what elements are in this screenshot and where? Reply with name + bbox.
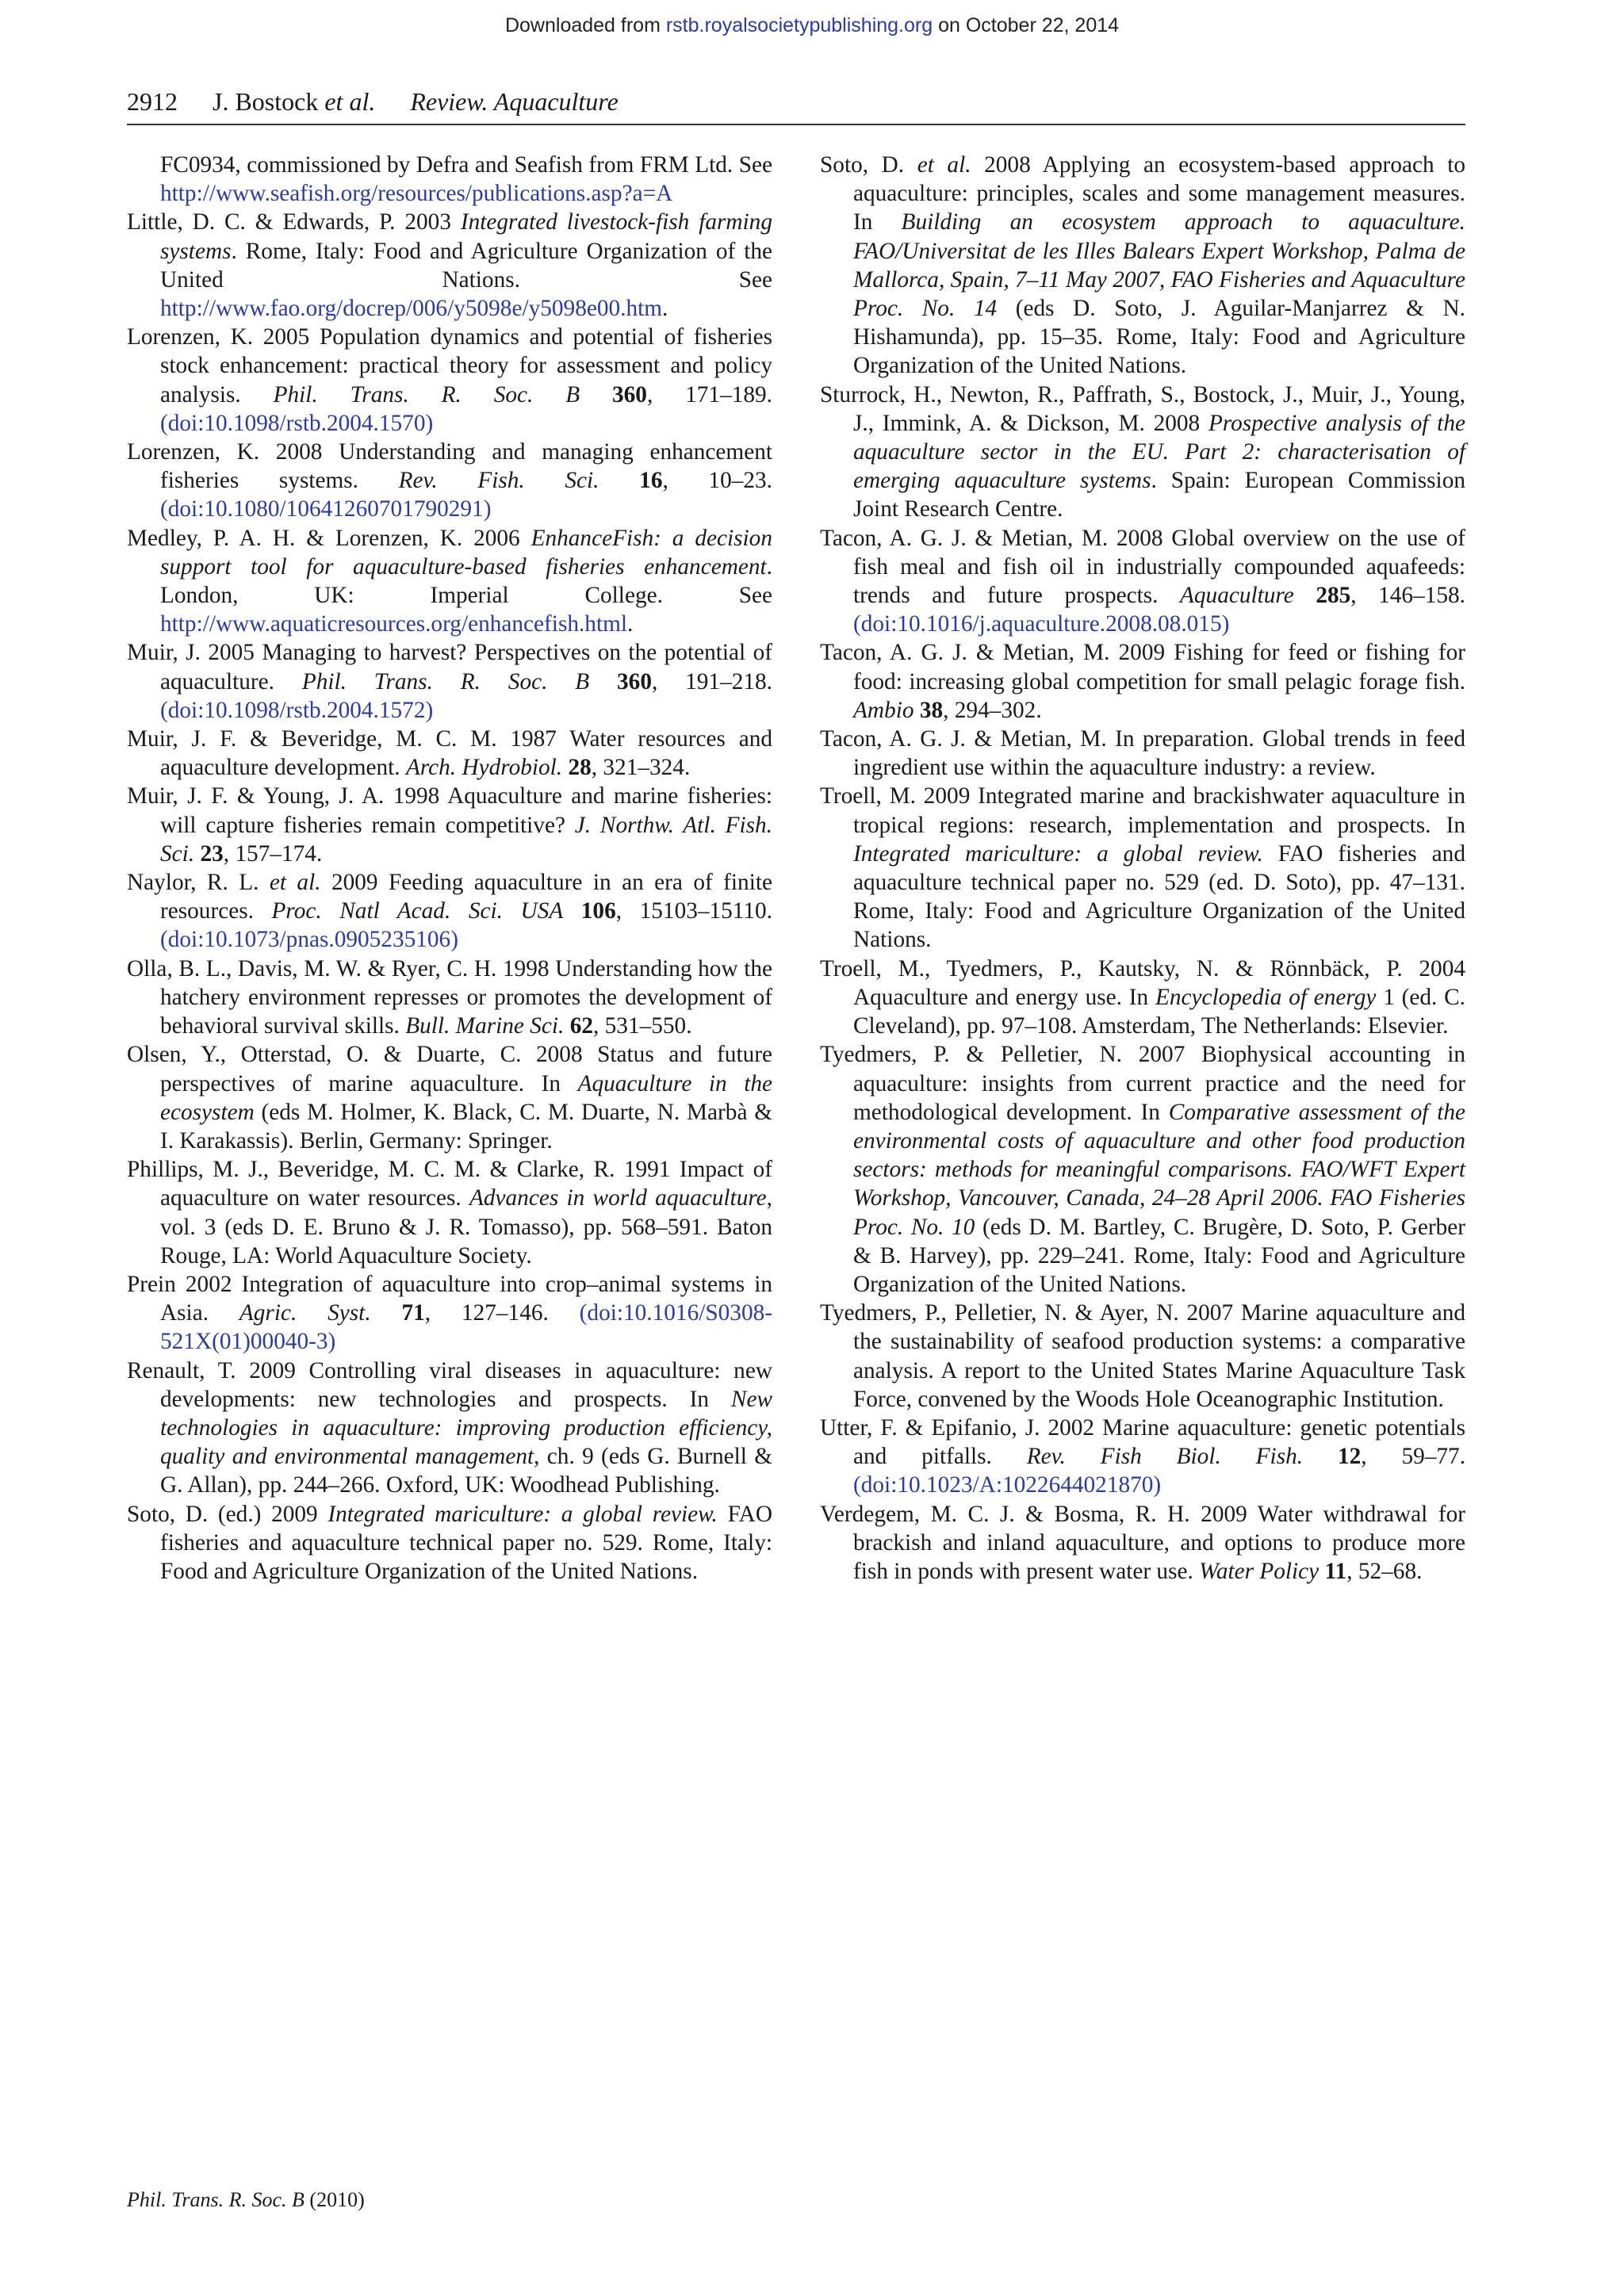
running-head	[127, 84, 1465, 125]
reference-text: 2009 Feeding aquaculture in an era of finite resources.	[160, 870, 772, 924]
reference-text: , vol. 3 (eds D. E. Bruno & J. R. Tomasso), pp. 568–591. Baton Rouge, LA: World Aquaculture Society.	[160, 1185, 772, 1269]
reference-text: Utter, F. & Epifanio, J. 2002 Marine aquaculture: genetic potentials and pitfalls.	[820, 1414, 1465, 1470]
reference-text: . London, UK: Imperial College. See	[160, 553, 772, 609]
reference-entry	[820, 955, 1465, 1041]
reference-text: , 321–324.	[591, 755, 691, 781]
reference-entry	[127, 1270, 772, 1357]
reference-link[interactable]: (doi:10.1098/rstb.2004.1572)	[160, 697, 434, 723]
reference-text: Tacon, A. G. J. & Metian, M. 2008 Global overview on the use of fish meal and fish oil in industrially compounded aquafeeds: trends and future prospects.	[820, 525, 1465, 609]
reference-text: , 52–68.	[1346, 1558, 1423, 1584]
reference-entry	[127, 1357, 772, 1500]
reference-text: FAO fisheries and aquaculture technical paper no. 529 (ed. D. Soto), pp. 47–131. Rome, Italy: Food and Agriculture Organization of the United Nations.	[853, 840, 1465, 953]
reference-text: , 171–189.	[646, 381, 773, 408]
reference-text: Olsen, Y., Otterstad, O. & Duarte, C. 2008 Status and future perspectives of marine aquaculture. In	[127, 1042, 772, 1096]
reference-italic-text: Prospective analysis of the aquaculture sector in the EU. Part 2: characterisation of emerging aquaculture systems	[853, 410, 1465, 494]
reference-italic-text: Integrated mariculture: a global review.	[853, 840, 1263, 867]
reference-link[interactable]: (doi:10.1080/10641260701790291)	[160, 496, 492, 522]
reference-text: Phillips, M. J., Beveridge, M. C. M. & Clarke, R. 1991 Impact of aquaculture on water resources.	[127, 1157, 772, 1211]
reference-text: Tacon, A. G. J. & Metian, M. In preparation. Global trends in feed ingredient use within the aquaculture industry: a review.	[820, 726, 1465, 781]
download-date: on October 22, 2014	[933, 14, 1120, 36]
reference-volume: 23	[200, 840, 224, 867]
reference-link[interactable]: (doi:10.1016/j.aquaculture.2008.08.015)	[853, 611, 1230, 637]
reference-volume: 16	[639, 468, 663, 494]
reference-link[interactable]: (doi:10.1073/pnas.0905235106)	[160, 927, 458, 953]
reference-link[interactable]: (doi:10.1023/A:1022644021870)	[853, 1472, 1162, 1498]
reference-italic-text: Integrated livestock-fish farming systems	[160, 209, 772, 264]
reference-italic-text: Phil. Trans. R. Soc. B	[273, 381, 580, 408]
reference-text: .	[627, 611, 634, 637]
reference-text: , 59–77.	[1361, 1444, 1466, 1470]
reference-text: Troell, M., Tyedmers, P., Kautsky, N. & Rönnbäck, P. 2004 Aquaculture and energy use. In	[820, 955, 1465, 1010]
reference-text: . Rome, Italy: Food and Agriculture Organization of the United Nations. See	[160, 238, 772, 293]
site-link[interactable]: rstb.royalsocietypublishing.org	[665, 14, 933, 36]
footer-journal: Phil. Trans. R. Soc. B	[127, 2188, 304, 2211]
page-footer	[127, 2187, 365, 2214]
reference-text	[1319, 1559, 1324, 1584]
reference-text: , ch. 9 (eds G. Burnell & G. Allan), pp. 244–266. Oxford, UK: Woodhead Publishing.	[160, 1444, 772, 1498]
reference-link[interactable]: http://www.seafish.org/resources/publications.asp?a=A	[160, 181, 673, 207]
reference-italic-text: Integrated mariculture: a global review.	[327, 1501, 718, 1527]
reference-italic-text: Building an ecosystem approach to aquaculture. FAO/Universitat de les Illes Balears Expert Workshop, Palma de Mallorca, Spain, 7–11 May 2007, FAO Fisheries and Aquaculture Proc. No. 14	[853, 209, 1465, 322]
reference-entry	[820, 1414, 1465, 1500]
reference-link[interactable]: (doi:10.1098/rstb.2004.1570)	[160, 410, 434, 436]
reference-entry	[820, 782, 1465, 954]
reference-italic-text: Ambio	[853, 697, 914, 723]
reference-text: Medley, P. A. H. & Lorenzen, K. 2006	[127, 525, 531, 551]
reference-italic-text: Phil. Trans. R. Soc. B	[301, 668, 590, 695]
reference-entry	[127, 208, 772, 323]
reference-text: Soto, D. (ed.) 2009	[127, 1501, 328, 1527]
reference-text: Tyedmers, P. & Pelletier, N. 2007 Biophysical accounting in aquaculture: insights from current practice and the need for methodological development. In	[820, 1042, 1465, 1125]
reference-italic-text: Aquaculture	[1180, 583, 1294, 609]
reference-text: Lorenzen, K. 2005 Population dynamics and potential of fisheries stock enhancement: practical theory for assessment and policy analysis.	[127, 324, 772, 408]
reference-text: Olla, B. L., Davis, M. W. & Ryer, C. H. 1998 Understanding how the hatchery environment represses or promotes the development of behavioral survival skills.	[127, 955, 772, 1039]
reference-text: Renault, T. 2009 Controlling viral diseases in aquaculture: new developments: new technologies and prospects. In	[127, 1357, 772, 1412]
reference-link[interactable]: http://www.fao.org/docrep/006/y5098e/y5098e00.htm	[160, 296, 663, 322]
reference-volume: 106	[580, 898, 616, 924]
reference-text: Muir, J. 2005 Managing to harvest? Perspectives on the potential of aquaculture.	[127, 640, 772, 695]
reference-italic-text: Bull. Marine Sci.	[405, 1013, 565, 1039]
reference-italic-text: Advances in world aquaculture	[469, 1185, 767, 1211]
reference-text: Tyedmers, P., Pelletier, N. & Ayer, N. 2007 Marine aquaculture and the sustainability of seafood production systems: a comparative analysis. A report to the United States Marine Aquaculture Task Force, convened by the Woods Hole Oceanographic Institution.	[820, 1300, 1465, 1412]
references-left-column	[127, 151, 772, 1586]
reference-entry	[820, 1299, 1465, 1414]
reference-italic-text: Water Policy	[1199, 1558, 1320, 1584]
reference-volume: 285	[1316, 583, 1351, 609]
reference-link[interactable]: (doi:10.1016/S0308-521X(01)00040-3)	[160, 1300, 773, 1355]
reference-volume: 360	[617, 668, 652, 695]
reference-volume: 11	[1324, 1558, 1347, 1584]
reference-volume: 38	[919, 697, 944, 723]
running-head-authors: J. Bostock et al.	[213, 87, 376, 116]
reference-text: , 531–550.	[593, 1013, 692, 1039]
reference-entry	[820, 151, 1465, 381]
reference-text	[371, 1300, 402, 1326]
reference-text	[914, 698, 920, 723]
reference-text: Little, D. C. & Edwards, P. 2003	[127, 209, 461, 235]
reference-text: (eds D. M. Bartley, C. Brugère, D. Soto, P. Gerber & B. Harvey), pp. 229–241. Rome, Italy: Food and Agriculture Organization of the United Nations.	[853, 1214, 1465, 1297]
reference-text: , 294–302.	[943, 697, 1042, 723]
reference-italic-text: et al.	[269, 870, 321, 896]
reference-text	[599, 468, 640, 493]
reference-text	[580, 382, 612, 408]
reference-italic-text: New technologies in aquaculture: improving production efficiency, quality and environmental management	[160, 1386, 772, 1470]
reference-entry	[127, 323, 772, 438]
reference-text: .	[662, 296, 668, 322]
reference-text	[1303, 1444, 1338, 1469]
footer-year: (2010)	[304, 2188, 365, 2211]
reference-text: (eds M. Holmer, K. Black, C. M. Duarte, N. Marbà & I. Karakassis). Berlin, Germany: Springer.	[160, 1099, 772, 1154]
references-right-column	[820, 151, 1465, 1586]
reference-entry	[127, 151, 772, 208]
reference-text: , 146–158.	[1350, 583, 1465, 609]
reference-link[interactable]: http://www.aquaticresources.org/enhancefish.html	[160, 611, 628, 637]
reference-italic-text: Aquaculture in the ecosystem	[160, 1070, 772, 1125]
download-prefix: Downloaded from	[504, 14, 666, 36]
reference-text: Troell, M. 2009 Integrated marine and brackishwater aquaculture in tropical regions: research, implementation and prospects. In	[820, 783, 1465, 838]
reference-volume: 28	[568, 755, 592, 781]
reference-italic-text: J. Northw. Atl. Fish. Sci.	[160, 812, 772, 867]
reference-italic-text: Arch. Hydrobiol.	[405, 755, 563, 781]
reference-text: , 10–23.	[662, 468, 773, 494]
reference-text: (eds D. Soto, J. Aguilar-Manjarrez & N. Hishamunda), pp. 15–35. Rome, Italy: Food and Agriculture Organization of the United Nations.	[853, 296, 1465, 379]
reference-volume: 71	[401, 1300, 425, 1326]
page-number: 2912	[127, 87, 178, 116]
reference-text: Muir, J. F. & Young, J. A. 1998 Aquaculture and marine fisheries: will capture fisheries remain competitive?	[127, 783, 772, 838]
reference-italic-text: Agric. Syst.	[239, 1300, 371, 1326]
reference-text: , 15103–15110.	[615, 898, 772, 924]
reference-italic-text: Proc. Natl Acad. Sci. USA	[271, 898, 564, 924]
reference-text: Muir, J. F. & Beveridge, M. C. M. 1987 Water resources and aquaculture development.	[127, 726, 772, 781]
download-banner	[0, 14, 1624, 37]
reference-entry	[127, 438, 772, 524]
reference-entry	[127, 524, 772, 639]
reference-entry	[127, 868, 772, 955]
reference-entry	[820, 524, 1465, 639]
reference-entry	[820, 638, 1465, 725]
reference-volume: 62	[569, 1013, 593, 1039]
reference-text: FAO fisheries and aquaculture technical paper no. 529. Rome, Italy: Food and Agriculture Organization of the United Nations.	[160, 1501, 772, 1584]
reference-text	[564, 1013, 569, 1039]
reference-italic-text: EnhanceFish: a decision support tool for aquaculture-based fisheries enhancement	[160, 525, 772, 580]
reference-text: Naylor, R. L.	[127, 870, 270, 896]
reference-entry	[127, 1040, 772, 1155]
reference-entry	[127, 1500, 772, 1586]
reference-text: FC0934, commissioned by Defra and Seafish from FRM Ltd. See	[160, 152, 772, 178]
reference-text	[1294, 583, 1316, 608]
reference-text: , 127–146.	[424, 1300, 580, 1326]
reference-text: . Spain: European Commission Joint Research Centre.	[853, 468, 1465, 522]
reference-text: Sturrock, H., Newton, R., Paffrath, S., Bostock, J., Muir, J., Young, J., Immink, A. & Dickson, M. 2008	[820, 381, 1465, 436]
reference-italic-text: Encyclopedia of energy	[1155, 984, 1377, 1010]
reference-text: Lorenzen, K. 2008 Understanding and managing enhancement fisheries systems.	[127, 439, 772, 494]
reference-entry	[127, 1155, 772, 1270]
reference-volume: 12	[1337, 1444, 1362, 1470]
reference-italic-text: et al.	[917, 152, 971, 178]
reference-text: Verdegem, M. C. J. & Bosma, R. H. 2009 Water withdrawal for brackish and inland aquaculture, and options to produce more fish in ponds with present water use.	[820, 1501, 1465, 1584]
reference-entry	[820, 1040, 1465, 1299]
reference-text: 1 (ed. C. Cleveland), pp. 97–108. Amsterdam, The Netherlands: Elsevier.	[853, 984, 1466, 1039]
reference-text: Soto, D.	[820, 152, 917, 178]
reference-entry	[127, 725, 772, 782]
reference-text: , 157–174.	[223, 840, 323, 867]
reference-italic-text: Rev. Fish Biol. Fish.	[1026, 1444, 1304, 1470]
reference-entry	[820, 381, 1465, 524]
running-head-title: Review. Aquaculture	[410, 87, 619, 116]
reference-entry	[127, 638, 772, 725]
reference-entry	[127, 955, 772, 1041]
reference-entry	[127, 782, 772, 868]
reference-volume: 360	[611, 381, 647, 408]
reference-text	[589, 669, 617, 695]
reference-text: , 191–218.	[651, 668, 772, 695]
reference-text: 2008 Applying an ecosystem-based approach to aquaculture: principles, scales and some management measures. In	[853, 152, 1465, 235]
reference-entry	[820, 1500, 1465, 1586]
reference-entry	[820, 725, 1465, 782]
reference-italic-text: Comparative assessment of the environmental costs of aquaculture and other food production sectors: methods for meaningful comparisons. FAO/WFT Expert Workshop, Vancouver, Canada, 24–28 April 2006. FAO Fisheries Proc. No. 10	[853, 1099, 1465, 1240]
reference-text	[563, 898, 581, 924]
reference-text: Tacon, A. G. J. & Metian, M. 2009 Fishing for feed or fishing for food: increasing global competition for small pelagic forage fish.	[820, 640, 1465, 695]
reference-text: Prein 2002 Integration of aquaculture into crop–animal systems in Asia.	[127, 1271, 772, 1326]
reference-italic-text: Rev. Fish. Sci.	[398, 468, 599, 494]
